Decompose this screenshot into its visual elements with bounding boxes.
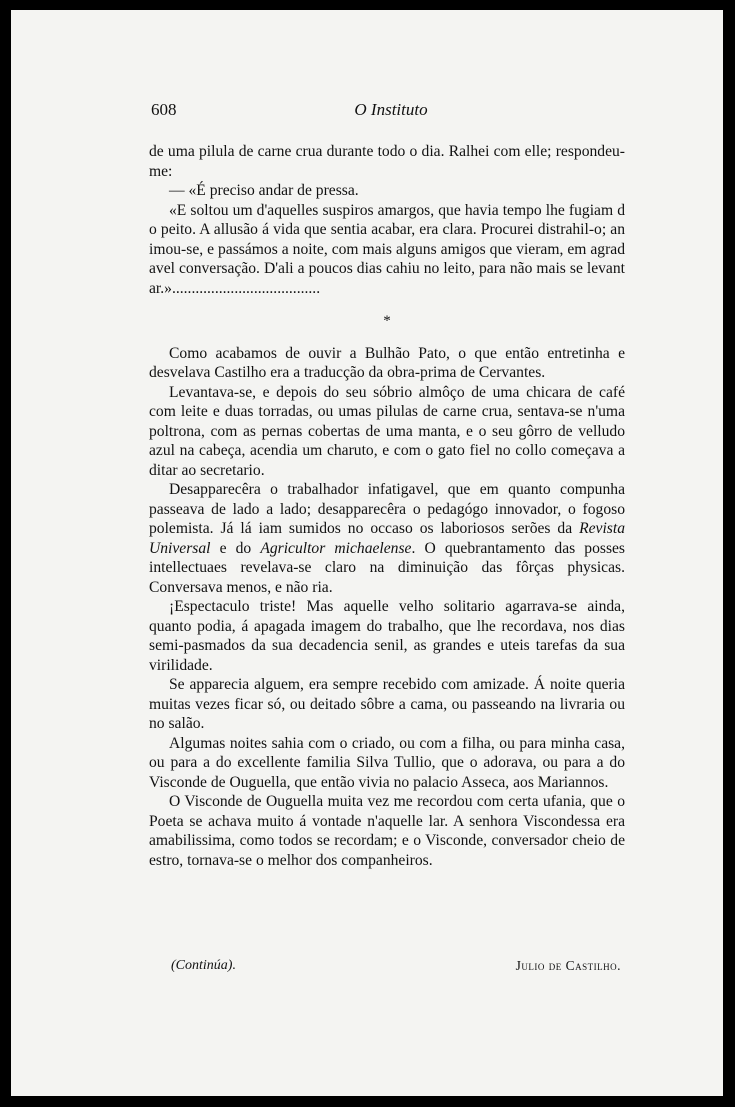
article-footer	[171, 958, 621, 980]
paragraph: Se apparecia alguem, era sempre recebido com amizade. Á noite queria muitas vezes ficar só, ou deitado sôbre a cama, ou passeando na livraria ou no salão.	[149, 676, 625, 732]
section-separator: *	[383, 313, 391, 329]
paragraph: de uma pilula de carne crua durante todo o dia. Ralhei com elle; respondeu-me:	[149, 143, 625, 180]
text-run: e do	[210, 539, 261, 557]
paragraph: Levantava-se, e depois do seu sóbrio almôço de uma chicara de café com leite e duas torradas, ou umas pilulas de carne crua, sentava-se n'uma poltrona, com as pernas cobertas de uma manta, e o seu gôrro de velludo azul na cabeça, acendia um charuto, e com o gato fiel no collo começava a ditar ao secretario.	[149, 383, 625, 479]
author-signature: Julio de Castilho.	[515, 958, 621, 973]
running-header	[151, 100, 631, 126]
text-run: Desapparecêra o trabalhador infatigavel, que em quanto compunha passeava de lado a lado; desapparecêra o pedagógo innovador, o fogoso polemista. Já lá iam sumidos no occaso os laboriosos serões da	[149, 481, 625, 537]
periodical-title: Revista Universal	[149, 520, 625, 557]
paragraph: Como acabamos de ouvir a Bulhão Pato, o que então entretinha e desvelava Castilho era a traducção da obra-prima de Cervantes.	[149, 344, 625, 381]
page-number: 608	[151, 100, 177, 119]
running-title: O Instituto	[354, 100, 428, 119]
paragraph: — «É preciso andar de pressa.	[169, 182, 359, 199]
paragraph: Algumas noites sahia com o criado, ou com a filha, ou para minha casa, ou para a do excellente familia Silva Tullio, que o adorava, ou para a do Visconde de Ouguella, que então vivia no palacio Asseca, aos Mariannos.	[149, 734, 625, 791]
body-text	[149, 142, 625, 870]
text-run: . O quebrantamento das posses intellectuaes revelava-se claro na diminuição das fôrças physicas. Conversava menos, e não ria.	[149, 539, 626, 596]
paragraph: «E soltou um d'aquelles suspiros amargos, que havia tempo lhe fugiam do peito. A allusão á vida que sentia acabar, era clara. Procurei distrahil-o; animou-se, e passámos a noite, com mais alguns amigos que vieram, em agradavel conversação. D'ali a poucos dias cahiu no leito, para não mais se levantar.»......................................	[149, 201, 625, 297]
paragraph: O Visconde de Ouguella muita vez me recordou com certa ufania, que o Poeta se achava muito á vontade n'aquelle lar. A senhora Viscondessa era amabilissima, como todos se recordam; e o Visconde, conversador cheio de estro, tornava-se o melhor dos companheiros.	[149, 793, 625, 869]
paragraph	[149, 480, 625, 597]
periodical-title: Agricultor michaelense	[260, 539, 412, 557]
book-page	[11, 10, 723, 1096]
paragraph: ¡Espectaculo triste! Mas aquelle velho solitario agarrava-se ainda, quanto podia, á apagada imagem do trabalho, que lhe recordava, nos dias semi-pasmados da sua decadencia senil, as grandes e uteis tarefas da sua virilidade.	[149, 598, 625, 674]
continued-note: (Continúa).	[171, 958, 236, 973]
